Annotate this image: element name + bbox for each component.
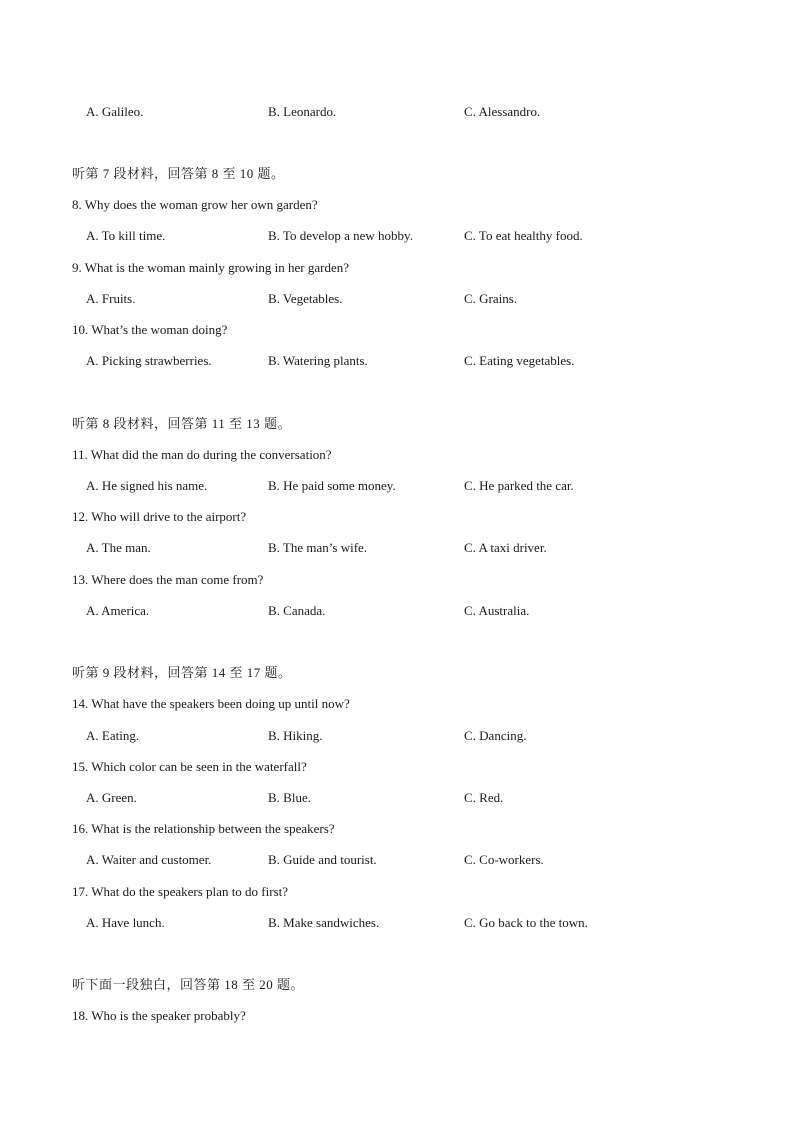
section-header: 听下面一段独白，回答第 18 至 20 题。 [72, 977, 305, 992]
option-b: B. Make sandwiches. [268, 915, 380, 930]
option-a: A. To kill time. [86, 228, 166, 243]
option-c: C. Alessandro. [464, 104, 541, 119]
section-header: 听第 7 段材料，回答第 8 至 10 题。 [72, 166, 285, 181]
option-b: B. Blue. [268, 790, 311, 805]
option-c: C. To eat healthy food. [464, 228, 583, 243]
option-c: C. Co-workers. [464, 852, 544, 867]
question-8: 8. Why does the woman grow her own garden? [72, 197, 318, 212]
question-17: 17. What do the speakers plan to do first? [72, 884, 289, 899]
option-a: A. Fruits. [86, 291, 136, 306]
option-a: A. Green. [86, 790, 137, 805]
option-b: B. Canada. [268, 603, 326, 618]
option-c: C. Australia. [464, 603, 530, 618]
question-14: 14. What have the speakers been doing up until now? [72, 696, 350, 711]
question-15: 15. Which color can be seen in the waterfall? [72, 759, 307, 774]
option-c: C. Go back to the town. [464, 915, 588, 930]
option-a: A. The man. [86, 540, 151, 555]
option-a: A. Eating. [86, 728, 140, 743]
option-c: C. A taxi driver. [464, 540, 547, 555]
question-18: 18. Who is the speaker probably? [72, 1008, 246, 1023]
option-b: B. The man’s wife. [268, 540, 368, 555]
option-a: A. Have lunch. [86, 915, 165, 930]
option-a: A. He signed his name. [86, 478, 208, 493]
option-b: B. Watering plants. [268, 353, 368, 368]
question-10: 10. What’s the woman doing? [72, 322, 228, 337]
question-9: 9. What is the woman mainly growing in her garden? [72, 260, 350, 275]
option-c: C. Grains. [464, 291, 518, 306]
option-b: B. Leonardo. [268, 104, 337, 119]
option-a: A. Waiter and customer. [86, 852, 212, 867]
option-a: A. America. [86, 603, 150, 618]
question-13: 13. Where does the man come from? [72, 572, 264, 587]
option-b: B. He paid some money. [268, 478, 396, 493]
option-b: B. Hiking. [268, 728, 323, 743]
option-c: C. Dancing. [464, 728, 527, 743]
option-c: C. Red. [464, 790, 504, 805]
option-b: B. Guide and tourist. [268, 852, 377, 867]
section-header: 听第 9 段材料，回答第 14 至 17 题。 [72, 665, 292, 680]
section-header: 听第 8 段材料，回答第 11 至 13 题。 [72, 416, 292, 431]
option-c: C. He parked the car. [464, 478, 574, 493]
option-a: A. Galileo. [86, 104, 144, 119]
option-b: B. To develop a new hobby. [268, 228, 413, 243]
question-16: 16. What is the relationship between the speakers? [72, 821, 335, 836]
question-12: 12. Who will drive to the airport? [72, 509, 247, 524]
option-c: C. Eating vegetables. [464, 353, 575, 368]
question-11: 11. What did the man do during the conversation? [72, 447, 332, 462]
option-a: A. Picking strawberries. [86, 353, 212, 368]
option-b: B. Vegetables. [268, 291, 343, 306]
